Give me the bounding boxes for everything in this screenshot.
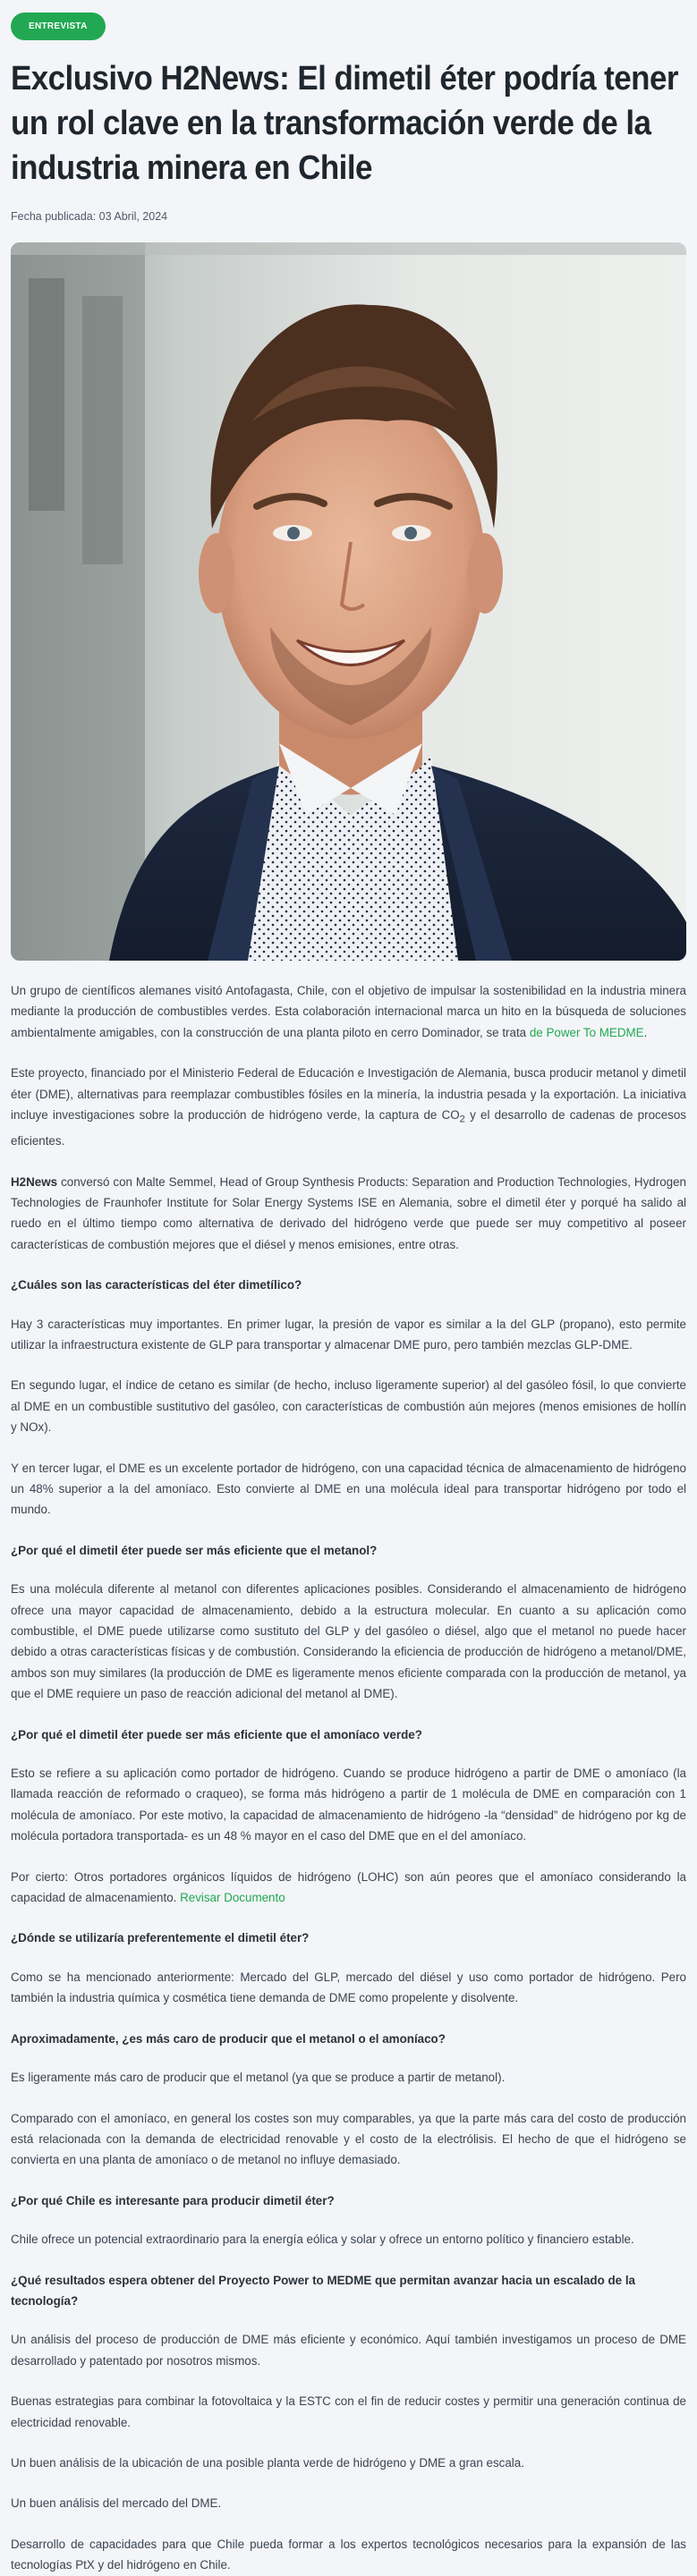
- paragraph: Hay 3 características muy importantes. En primer lugar, la presión de vapor es similar a la del GLP (propano), esto permite utilizar la infraestructura existente de GLP para transportar y almacenar DME puro, pero también mezclas GLP-DME.: [11, 1317, 686, 1352]
- portrait-image: [11, 242, 686, 961]
- paragraph: Este proyecto, financiado por el Ministerio Federal de Educación e Investigación de Alemania, busca producir metanol y dimetil éter (DME), alternativas para reemplazar combustibles fósiles en la minería, la industria pesada y la exportación. La iniciativa incluye investigaciones sobre la producción de hidrógeno verde, la captura de $CO_2$ y el desarrollo de cadenas de procesos eficientes.: [11, 1066, 686, 1148]
- paragraph: En segundo lugar, el índice de cetano es similar (de hecho, incluso ligeramente superior) al del gasóleo fósil, lo que convierte al DME en un combustible sustitutivo del gasóleo, con características de combustión aún mejores (menos emisiones de hollín y NOx).: [11, 1378, 686, 1435]
- paragraph: Un grupo de científicos alemanes visitó Antofagasta, Chile, con el objetivo de impulsar la sostenibilidad en la industria minera mediante la producción de combustibles verdes. Esta colaboración internacional marca un hito en la búsqueda de soluciones ambientalmente amigables, con la construcción de una planta piloto en cerro Dominador, se trata de Power To MEDME.: [11, 984, 686, 1039]
- category-badge[interactable]: ENTREVISTA: [11, 13, 106, 40]
- paragraph: Desarrollo de capacidades para que Chile pueda formar a los expertos tecnológicos necesarios para la expansión de las tecnologías PtX y del hidrógeno en Chile.: [11, 2537, 686, 2572]
- question-heading: Aproximadamente, ¿es más caro de producir que el metanol o el amoníaco?: [11, 2031, 446, 2046]
- question-heading: ¿Qué resultados espera obtener del Proyecto Power to MEDME que permitan avanzar hacia un escalado de la tecnología?: [11, 2273, 636, 2308]
- paragraph: Es una molécula diferente al metanol con diferentes aplicaciones posibles. Considerando el almacenamiento de hidrógeno ofrece una mayor capacidad de almacenamiento, debido a la estructura molecular. En cuanto a su aplicación como combustible, el DME puede utilizarse como sustituto del GLP y del gasóleo o diésel, algo que el metanol no puede hacer debido a otras características físicas y de combustión. Considerando la eficiencia de producción de hidrógeno a metanol/DME, ambos son muy similares (la producción de DME es ligeramente menos eficiente comparada con la producción de metanol, ya que el DME requiere un paso de reacción adicional del metanol al DME).: [11, 1582, 686, 1701]
- paragraph: Como se ha mencionado anteriormente: Mercado del GLP, mercado del diésel y uso como portador de hidrógeno. Pero también la industria química y cosmética tiene demanda de DME como propelente y disolvente.: [11, 1970, 686, 2005]
- paragraph: H2News conversó con Malte Semmel, Head of Group Synthesis Products: Separation and Production Technologies, Hydrogen Technologies de Fraunhofer Institute for Solar Energy Systems ISE en Alemania, sobre el dimetil éter y porqué ha salido al ruedo en el último tiempo como alternativa de derivado del hidrógeno verde que puede ser muy competitivo al poseer características de combustión mejores que el diésel y menos emisiones, entre otras.: [11, 1174, 686, 1251]
- paragraph: Buenas estrategias para combinar la fotovoltaica y la ESTC con el fin de reducir costes y permitir una generación continua de electricidad renovable.: [11, 2394, 686, 2429]
- paragraph: Y en tercer lugar, el DME es un excelente portador de hidrógeno, con una capacidad técnica de almacenamiento de hidrógeno un 48% superior a la del amoníaco. Esto convierte al DME en una molécula ideal para transportar hidrógeno por todo el mundo.: [11, 1461, 686, 1517]
- power-to-medme-link[interactable]: de Power To MEDME: [529, 1025, 644, 1039]
- paragraph: Un buen análisis del mercado del DME.: [11, 2496, 222, 2511]
- paragraph: Comparado con el amoníaco, en general los costes son muy comparables, ya que la parte más cara del costo de producción está relacionada con la demanda de electricidad renovable y el costo de la electrólisis. El hecho de que el hidrógeno se convierta en una planta de amoníaco o de metanol no influye demasiado.: [11, 2111, 686, 2167]
- article: [11, 0, 697, 2576]
- paragraph: Un análisis del proceso de producción de DME más eficiente y económico. Aquí también investigamos un proceso de DME desarrollado y patentado por nosotros mismos.: [11, 2333, 686, 2368]
- question-heading: ¿Por qué el dimetil éter puede ser más eficiente que el amoníaco verde?: [11, 1727, 422, 1741]
- paragraph: Es ligeramente más caro de producir que el metanol (ya que se produce a partir de metanol).: [11, 2071, 506, 2085]
- publish-date: Fecha publicada: 03 Abril, 2024: [11, 210, 168, 223]
- article-title: Exclusivo H2News: El dimetil éter podría tener un rol clave en la transformación verde de la industria minera en Chile: [11, 60, 678, 187]
- paragraph: Esto se refiere a su aplicación como portador de hidrógeno. Cuando se produce hidrógeno a partir de DME o amoníaco (la llamada reacción de reformado o craqueo), se forma más hidrógeno a partir de 1 molécula de DME en comparación con 1 molécula de amoníaco. Por este motivo, la capacidad de almacenamiento de hidrógeno -la “densidad” de hidrógeno por kg de molécula portadora transportada- es un 48 % mayor en el caso del DME que en el del amoníaco.: [11, 1767, 686, 1843]
- question-heading: ¿Por qué el dimetil éter puede ser más eficiente que el metanol?: [11, 1543, 378, 1557]
- hero-photo: [11, 242, 686, 961]
- paragraph: Chile ofrece un potencial extraordinario para la energía eólica y solar y ofrece un entorno político y financiero estable.: [11, 2233, 634, 2247]
- review-document-link[interactable]: Revisar Documento: [180, 1891, 285, 1905]
- paragraph: Por cierto: Otros portadores orgánicos líquidos de hidrógeno (LOHC) son aún peores que el amoníaco considerando la capacidad de almacenamiento. Revisar Documento: [11, 1869, 686, 1905]
- question-heading: ¿Dónde se utilizaría preferentemente el dimetil éter?: [11, 1931, 310, 1945]
- paragraph: Un buen análisis de la ubicación de una posible planta verde de hidrógeno y DME a gran escala.: [11, 2455, 524, 2470]
- article-body: [11, 980, 686, 2576]
- question-heading: ¿Cuáles son las características del éter dimetílico?: [11, 1278, 302, 1292]
- question-heading: ¿Por qué Chile es interesante para producir dimetil éter?: [11, 2193, 335, 2207]
